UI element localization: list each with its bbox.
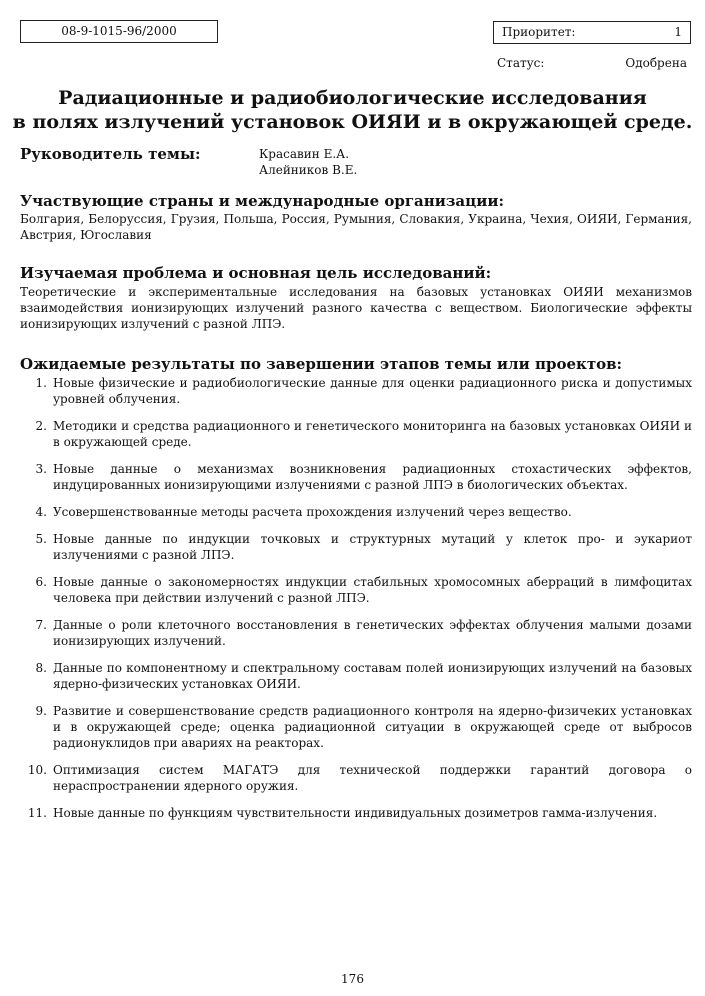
results-heading: Ожидаемые результаты по завершении этапов темы или проектов: xyxy=(20,355,623,373)
result-item: 9. Развитие и совершенствование средств радиационного контроля на ядерно-физичеких установках и в окружающей среде; оценка радиационной ситуации в окружающей среде от выбросов радионуклидов при авариях на реакторах. xyxy=(35,704,692,750)
priority-label: Приоритет: xyxy=(502,25,576,39)
result-item: 2. Методики и средства радиационного и генетического мониторинга на базовых установках ОИЯИ и в окружающей среде. xyxy=(35,419,692,449)
title-line-1: Радиационные и радиобиологические исследования xyxy=(58,87,647,109)
results-list xyxy=(20,375,692,832)
leader-name-2: Алейников В.Е. xyxy=(259,163,358,177)
leader-heading: Руководитель темы: xyxy=(20,145,201,163)
status-row xyxy=(497,56,687,70)
page-number: 176 xyxy=(341,972,364,986)
problem-heading: Изучаемая проблема и основная цель исследований: xyxy=(20,264,492,282)
countries-heading: Участвующие страны и международные организации: xyxy=(20,192,505,210)
theme-code-box xyxy=(20,20,218,43)
leader-name-1: Красавин Е.А. xyxy=(259,147,350,161)
countries-text: Болгария, Белоруссия, Грузия, Польша, Россия, Румыния, Словакия, Украина, Чехия, ОИЯИ, Германия, Австрия, Югославия xyxy=(20,212,692,242)
status-value: Одобрена xyxy=(625,56,687,70)
result-item: 5. Новые данные по индукции точковых и структурных мутаций у клеток про- и эукариот излучениями с разной ЛПЭ. xyxy=(35,532,692,562)
leader-names xyxy=(259,146,357,178)
status-label: Статус: xyxy=(497,56,545,70)
result-item: 7. Данные о роли клеточного восстановления в генетических эффектах облучения малыми дозами ионизирующих излучений. xyxy=(35,618,692,648)
result-item: 8. Данные по компонентному и спектральному составам полей ионизирующих излучений на базовых ядерно-физических установках ОИЯИ. xyxy=(35,661,692,691)
result-item: 6. Новые данные о закономерностях индукции стабильных хромосомных аберраций в лимфоцитах человека при действии излучений с разной ЛПЭ. xyxy=(35,575,692,605)
problem-text: Теоретические и экспериментальные исследования на базовых установках ОИЯИ механизмов взаимодействия ионизирующих излучений разного качества с веществом. Биологические эффекты ионизирующих излучений с разной ЛПЭ. xyxy=(20,285,692,331)
priority-box xyxy=(493,21,691,44)
result-item: 1. Новые физические и радиобиологические данные для оценки радиационного риска и допустимых уровней облучения. xyxy=(35,376,692,406)
result-item: 4. Усовершенствованные методы расчета прохождения излучений через вещество. xyxy=(35,505,572,519)
page-title xyxy=(0,86,705,134)
result-item: 3. Новые данные о механизмах возникновения радиационных стохастических эффектов, индуцированных ионизирующими излучениями с разной ЛПЭ в биологических объектах. xyxy=(35,462,692,492)
theme-code: 08-9-1015-96/2000 xyxy=(61,24,177,38)
priority-value: 1 xyxy=(674,25,682,39)
result-item: 11. Новые данные по функциям чувствительности индивидуальных дозиметров гамма-излучения. xyxy=(27,806,658,820)
title-line-2: в полях излучений установок ОИЯИ и в окружающей среде. xyxy=(12,111,693,133)
result-item: 10. Оптимизация систем МАГАТЭ для технической поддержки гарантий договора о нераспространении ядерного оружия. xyxy=(27,763,692,793)
